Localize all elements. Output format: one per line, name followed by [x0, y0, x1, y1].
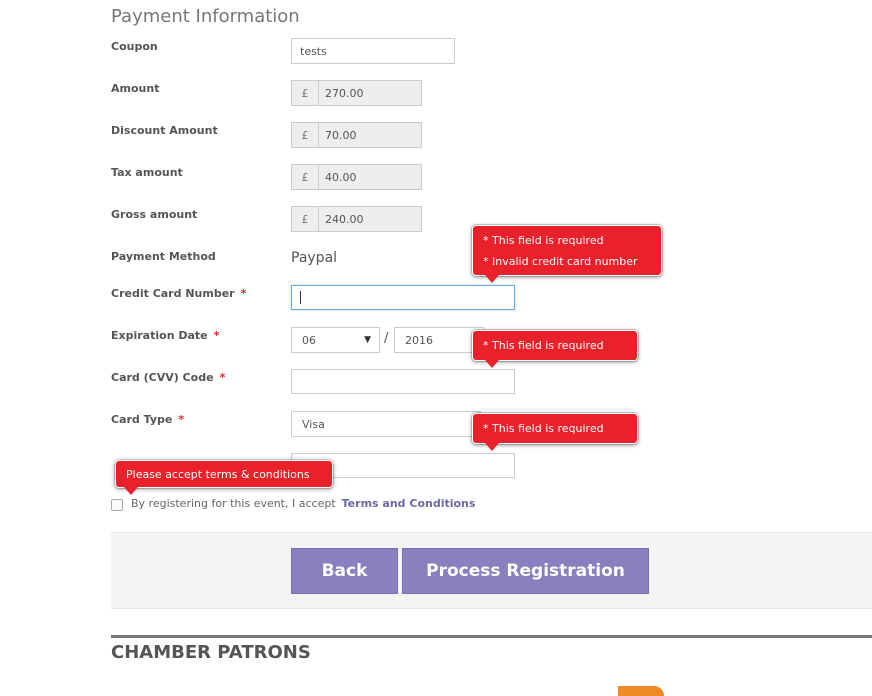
discount-value: 70.00: [319, 123, 421, 147]
currency-addon: £: [292, 165, 319, 189]
terms-checkbox[interactable]: [111, 499, 123, 511]
payment-method-label: Payment Method: [111, 250, 216, 263]
date-separator: /: [384, 331, 389, 346]
card-type-select[interactable]: [291, 411, 481, 437]
error-message: Please accept terms & conditions: [126, 467, 310, 481]
year-value: 2016: [405, 333, 433, 347]
tooltip-pointer: [485, 275, 499, 283]
error-message: * This field is required: [483, 234, 604, 247]
coupon-value: tests: [300, 44, 327, 58]
patron-logo[interactable]: [618, 686, 664, 696]
coupon-input[interactable]: [291, 38, 455, 64]
tooltip-pointer: [485, 360, 499, 368]
month-value: 06: [302, 333, 316, 347]
card-number-label: [111, 287, 246, 300]
required-marker: *: [213, 329, 220, 342]
section-divider: [111, 635, 872, 638]
error-message: * This field is required: [483, 422, 604, 435]
gross-field: [291, 206, 422, 232]
tooltip-pointer: [124, 487, 138, 495]
chevron-down-icon: ▼: [364, 335, 371, 345]
expiration-month-select[interactable]: [291, 327, 380, 353]
currency-addon: £: [292, 123, 319, 147]
cvv-label-text: Card (CVV) Code: [111, 371, 214, 384]
terms-link[interactable]: Terms and Conditions: [341, 497, 476, 510]
text-cursor: [300, 291, 301, 304]
currency-addon: £: [292, 207, 319, 231]
coupon-label: Coupon: [111, 40, 158, 53]
currency-addon: £: [292, 81, 319, 105]
expiration-year-select[interactable]: [394, 327, 484, 353]
terms-error-tooltip: [115, 460, 333, 488]
tax-label: Tax amount: [111, 166, 183, 179]
card-type-value: Visa: [302, 417, 325, 431]
error-message: * This field is required: [483, 339, 604, 352]
terms-statement: By registering for this event, I accept: [131, 497, 336, 510]
amount-field: [291, 80, 422, 106]
card-type-label: [111, 413, 184, 426]
gross-value: 240.00: [319, 207, 421, 231]
card-type-label-text: Card Type: [111, 413, 173, 426]
required-marker: *: [219, 371, 226, 384]
payment-method-value: Paypal: [291, 250, 338, 266]
cvv-label: [111, 371, 225, 384]
cvv-input[interactable]: [291, 369, 515, 394]
terms-text: [131, 497, 475, 510]
discount-label: Discount Amount: [111, 124, 218, 137]
card-number-label-text: Credit Card Number: [111, 287, 235, 300]
discount-field: [291, 122, 422, 148]
tooltip-pointer: [485, 443, 499, 451]
required-marker: *: [178, 413, 185, 426]
card-number-error-tooltip: [472, 225, 662, 276]
expiration-label-text: Expiration Date: [111, 329, 208, 342]
required-marker: *: [240, 287, 247, 300]
process-registration-button[interactable]: Process Registration: [402, 548, 649, 594]
section-title: Payment Information: [111, 6, 300, 27]
expiration-error-tooltip: [472, 330, 638, 361]
expiration-label: [111, 329, 219, 342]
tax-value: 40.00: [319, 165, 421, 189]
tax-field: [291, 164, 422, 190]
amount-label: Amount: [111, 82, 160, 95]
gross-label: Gross amount: [111, 208, 198, 221]
error-message: * Invalid credit card number: [483, 255, 638, 268]
amount-value: 270.00: [319, 81, 421, 105]
back-button[interactable]: Back: [291, 548, 398, 594]
patrons-heading: CHAMBER PATRONS: [111, 642, 311, 663]
card-type-error-tooltip: [472, 413, 638, 444]
card-number-input[interactable]: [291, 285, 515, 310]
